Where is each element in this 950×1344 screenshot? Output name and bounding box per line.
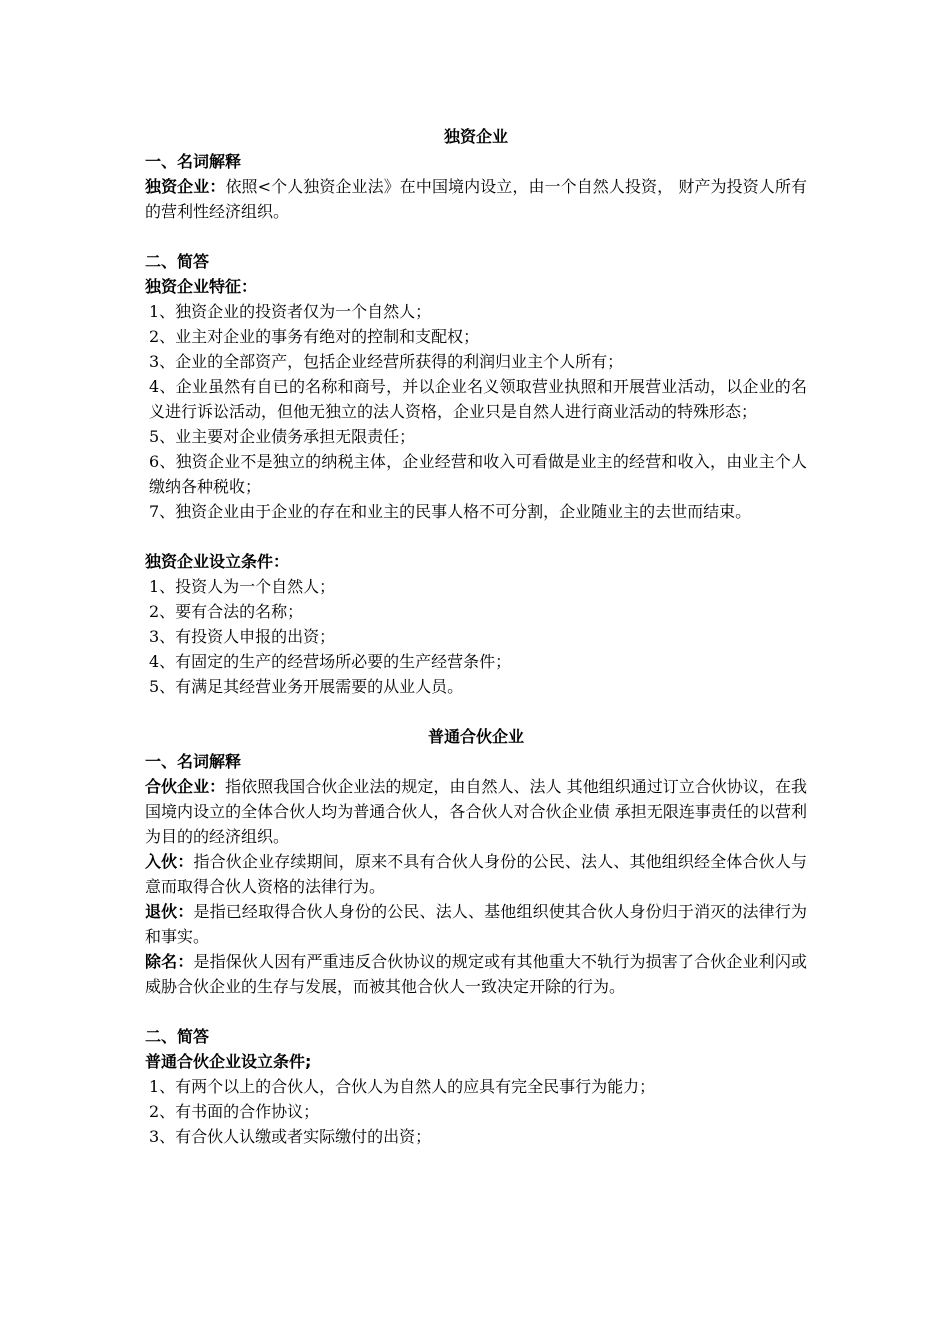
definition-paragraph <box>145 899 807 949</box>
definition-separator: ： <box>177 902 194 921</box>
list-item: 2、有书面的合作协议； <box>149 1102 320 1121</box>
heading-short-answer: 二、简答 <box>145 1027 210 1046</box>
list-item: 1、有两个以上的合伙人，合伙人为自然人的应具有完全民事行为能力； <box>149 1077 656 1096</box>
definition-separator: ： <box>177 852 194 871</box>
blank-line <box>145 699 807 724</box>
list-item: 3、有投资人申报的出资； <box>149 627 336 646</box>
features-title: 独资企业特征： <box>145 277 258 296</box>
definition-text: 依照<个人独资企业法》在中国境内设立，由一个自然人投资， 财产为投资人所有的营利性经济组织。 <box>145 177 807 221</box>
definition-text: 指合伙企业存续期间，原来不具有合伙人身份的公民、法人、其他组织经全体合伙人与意而取得合伙人资格的法律行为。 <box>145 852 807 896</box>
definition-text: 是指保伙人因有严重违反合伙协议的规定或有其他重大不轨行为损害了合伙企业利闪或威胁合伙企业的生存与发展，而被其他合伙人一致决定开除的行为。 <box>145 952 807 996</box>
definition-paragraph <box>145 849 807 899</box>
heading-term-explanation: 一、名词解释 <box>145 752 242 771</box>
definition-text: 是指已经取得合伙人身份的公民、法人、基他组织使其合伙人身份归于消灭的法律行为和事实。 <box>145 902 807 946</box>
blank-line <box>145 999 807 1024</box>
definition-separator: ： <box>209 777 226 796</box>
conditions-title: 普通合伙企业设立条件; <box>145 1052 312 1071</box>
definition-paragraph <box>145 174 807 224</box>
definition-term: 退伙 <box>145 902 178 921</box>
list-item: 6、独资企业不是独立的纳税主体，企业经营和收入可看做是业主的经营和收入，由业主个人缴纳各种税收； <box>149 452 807 496</box>
list-item: 3、有合伙人认缴或者实际缴付的出资； <box>149 1127 432 1146</box>
list-item: 2、业主对企业的事务有绝对的控制和支配权； <box>149 327 480 346</box>
list-item: 1、投资人为一个自然人； <box>149 577 336 596</box>
conditions-title: 独资企业设立条件： <box>145 552 290 571</box>
document-page <box>145 124 807 1149</box>
definition-term: 入伙 <box>145 852 178 871</box>
definition-paragraph <box>145 774 807 849</box>
section-title-sole-proprietorship: 独资企业 <box>443 127 508 146</box>
section-title-general-partnership: 普通合伙企业 <box>427 727 524 746</box>
blank-line <box>145 224 807 249</box>
list-item: 4、企业虽然有自已的名称和商号，并以企业名义领取营业执照和开展营业活动，以企业的名义进行诉讼活动，但他无独立的法人资格，企业只是自然人进行商业活动的特殊形态； <box>149 377 807 421</box>
definition-separator: ： <box>209 177 226 196</box>
heading-short-answer: 二、简答 <box>145 252 210 271</box>
definition-paragraph <box>145 949 807 999</box>
heading-term-explanation: 一、名词解释 <box>145 152 242 171</box>
definition-term: 除名 <box>145 952 178 971</box>
list-item: 7、独资企业由于企业的存在和业主的民事人格不可分割，企业随业主的去世而结束。 <box>149 502 752 521</box>
list-item: 5、业主要对企业债务承担无限责任； <box>149 427 416 446</box>
list-item: 5、有满足其经营业务开展需要的从业人员。 <box>149 677 464 696</box>
definition-separator: ： <box>177 952 194 971</box>
list-item: 4、有固定的生产的经营场所必要的生产经营条件； <box>149 652 512 671</box>
definition-text: 指依照我国合伙企业法的规定，由自然人、法人 其他组织通过订立合伙协议，在我国境内设立的全体合伙人均为普通合伙人，各合伙人对合伙企业债 承担无限连事责任的以营利为目的的经济组织。 <box>145 777 807 846</box>
list-item: 3、企业的全部资产，包括企业经营所获得的利润归业主个人所有； <box>149 352 624 371</box>
list-item: 1、独资企业的投资者仅为一个自然人； <box>149 302 432 321</box>
blank-line <box>145 524 807 549</box>
list-item: 2、要有合法的名称； <box>149 602 304 621</box>
definition-term: 独资企业 <box>145 177 210 196</box>
definition-term: 合伙企业 <box>145 777 210 796</box>
